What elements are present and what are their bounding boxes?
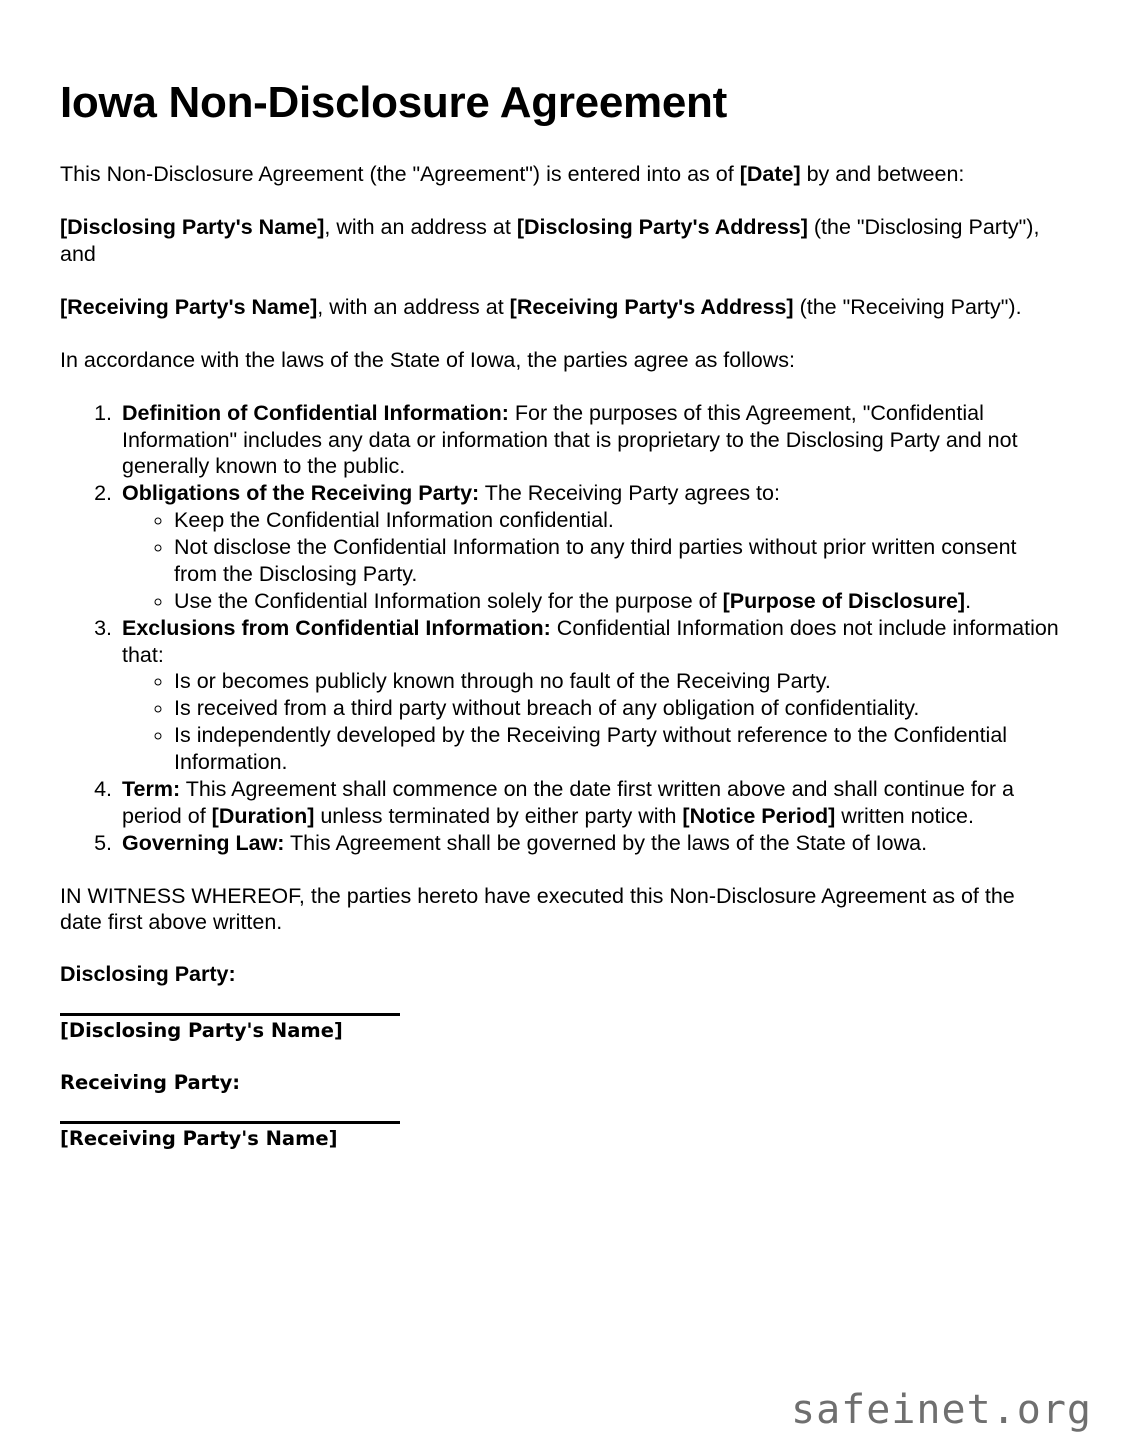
- sub-list-item: [174, 695, 1064, 722]
- receiving-party-mid-text: , with an address at: [317, 294, 510, 319]
- sub-list-item: [174, 588, 1064, 615]
- disclosing-party-heading: Disclosing Party:: [60, 962, 236, 987]
- clause-body: For the purposes of this Agreement, "Confidential Information" includes any data or information that is proprietary to the Disclosing Party and not generally known to the public.: [122, 400, 1018, 479]
- clause-item-governing-law: [118, 830, 1064, 857]
- disclosing-party-address-placeholder: [Disclosing Party's Address]: [516, 215, 808, 240]
- clause-body: The Receiving Party agrees to:: [479, 481, 780, 506]
- duration-placeholder: [Duration]: [211, 803, 315, 828]
- clause-body: This Agreement shall be governed by the laws of the State of Iowa.: [284, 830, 928, 855]
- clause-heading: Term:: [122, 776, 181, 801]
- page-title: Iowa Non-Disclosure Agreement: [60, 78, 727, 127]
- sub-list-exclusions: [122, 668, 1064, 776]
- witness-clause-paragraph: IN WITNESS WHEREOF, the parties hereto have executed this Non-Disclosure Agreement as of the date first above written.: [60, 883, 1015, 935]
- governing-intro-paragraph: In accordance with the laws of the State of Iowa, the parties agree as follows:: [60, 347, 795, 372]
- clause-item-definition: [118, 400, 1064, 481]
- clause-heading: Exclusions from Confidential Information:: [122, 615, 551, 640]
- sub-list-obligations: [122, 507, 1064, 615]
- clause-heading: Obligations of the Receiving Party:: [122, 481, 480, 506]
- sub-item-text: Use the Confidential Information solely for the purpose of: [174, 588, 723, 613]
- notice-period-placeholder: [Notice Period]: [682, 803, 836, 828]
- intro-text-before-date: This Non-Disclosure Agreement (the "Agreement") is entered into as of: [60, 162, 740, 187]
- clause-body-part-2: unless terminated by either party with: [314, 803, 683, 828]
- receiving-party-paragraph: [60, 294, 1050, 321]
- receiving-party-address-placeholder: [Receiving Party's Address]: [509, 294, 794, 319]
- clause-body: Confidential Information does not include information that:: [122, 615, 1059, 667]
- sub-item-text: Not disclose the Confidential Information to any third parties without prior written consent from the Disclosing Party.: [174, 535, 1017, 586]
- sub-list-item: [174, 534, 1064, 588]
- receiving-party-name-placeholder: [Receiving Party's Name]: [60, 294, 318, 319]
- receiving-party-heading: Receiving Party:: [60, 1070, 241, 1094]
- disclosing-party-paragraph: [60, 214, 1050, 268]
- watermark: safeinet.org: [791, 1387, 1092, 1433]
- clause-list: [60, 400, 1064, 857]
- clause-heading: Governing Law:: [122, 830, 285, 855]
- date-placeholder: [Date]: [739, 162, 801, 187]
- clause-item-term: [118, 776, 1064, 830]
- intro-text-after-date: by and between:: [800, 162, 965, 187]
- receiving-signature-name: [Receiving Party's Name]: [60, 1126, 338, 1150]
- clause-item-obligations: [118, 480, 1064, 614]
- disclosing-party-name-placeholder: [Disclosing Party's Name]: [60, 215, 325, 240]
- disclosing-signature-name: [Disclosing Party's Name]: [60, 1019, 343, 1043]
- sub-item-text-after: .: [965, 588, 972, 613]
- purpose-of-disclosure-placeholder: [Purpose of Disclosure]: [722, 588, 966, 613]
- receiving-party-suffix: (the "Receiving Party").: [793, 294, 1022, 319]
- sub-list-item: [174, 668, 1064, 695]
- clause-heading: Definition of Confidential Information:: [122, 400, 509, 425]
- clause-body-part-3: written notice.: [835, 803, 974, 828]
- intro-paragraph: [60, 161, 1050, 188]
- sub-item-text: Is or becomes publicly known through no fault of the Receiving Party.: [174, 669, 831, 694]
- sub-list-item: [174, 722, 1064, 776]
- disclosing-signature-block: [60, 962, 1064, 1151]
- sub-item-text: Is independently developed by the Receiving Party without reference to the Confidential Information.: [174, 723, 1008, 775]
- clause-item-exclusions: [118, 615, 1064, 776]
- sub-item-text: Keep the Confidential Information confidential.: [174, 508, 614, 533]
- sub-item-text: Is received from a third party without breach of any obligation of confidentiality.: [174, 696, 920, 721]
- sub-list-item: [174, 507, 1064, 534]
- disclosing-party-suffix: (the "Disclosing Party"), and: [60, 215, 1040, 267]
- disclosing-party-mid-text: , with an address at: [324, 215, 517, 240]
- disclosing-signature-line: [60, 1013, 400, 1016]
- receiving-signature-line: [60, 1121, 400, 1124]
- clause-body-part-1: This Agreement shall commence on the date first written above and shall continue for a period of: [122, 776, 1014, 828]
